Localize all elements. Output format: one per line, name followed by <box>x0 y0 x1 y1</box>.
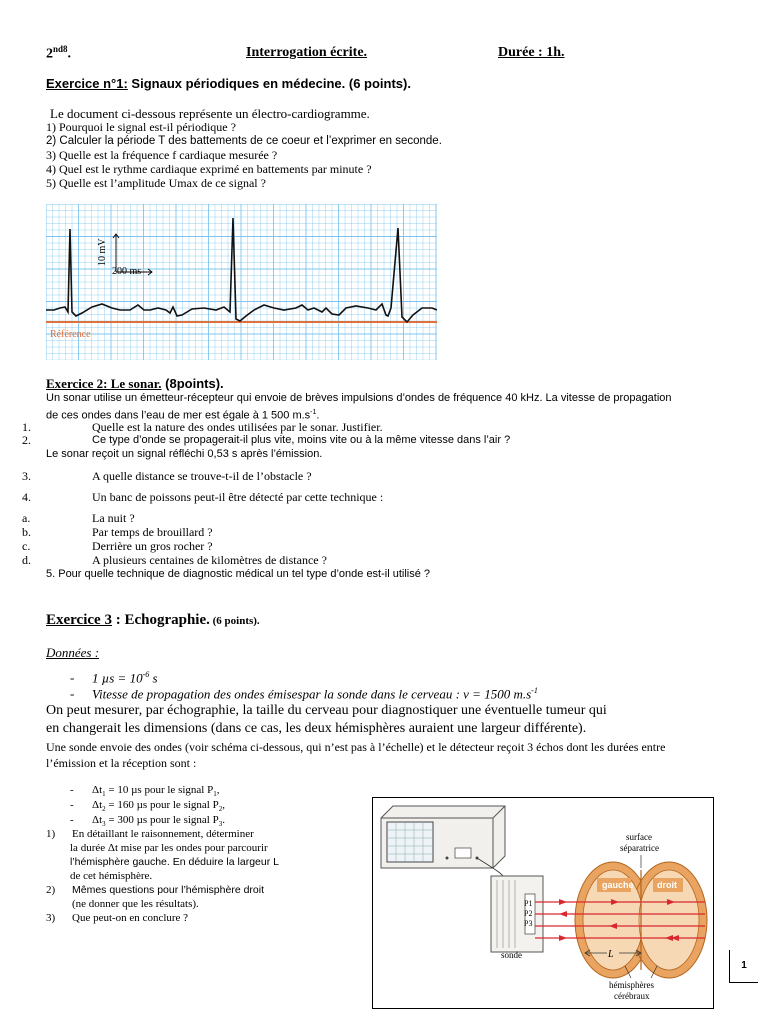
ex3-q3: Que peut-on en conclure ? <box>72 912 189 924</box>
ex1-q3: 3) Quelle est la fréquence f cardiaque mesurée ? <box>46 148 278 162</box>
ex3-time-2-text: = 160 µs pour le signal P <box>105 799 219 811</box>
ex3-q1-line-4: de cet hémisphère. <box>70 870 153 882</box>
ex1-q2: 2) Calculer la période T des battements de ce coeur et l’exprimer en seconde. <box>46 135 442 147</box>
ex3-q3-number: 3) <box>46 912 56 924</box>
ex3-time-1-text: = 10 µs pour le signal P <box>105 784 214 796</box>
ex3-q1-line-1: En détaillant le raisonnement, déterminer <box>72 828 254 840</box>
surface-label-2: séparatrice <box>620 843 659 853</box>
ex3-q2-number: 2) <box>46 884 56 896</box>
ex3-data-2-text: Vitesse de propagation des ondes émisespar la sonde dans le cerveau : v = 1500 m.s <box>92 686 532 702</box>
right-hemisphere-label: droit <box>657 880 677 890</box>
class-label <box>46 44 71 63</box>
duration: Durée : 1h. <box>498 45 565 60</box>
ex3-donnees: Données : <box>46 645 100 660</box>
ex2-q3-number: 3. <box>22 469 31 483</box>
ex1-intro: Le document ci-dessous représente un électro-cardiogramme. <box>50 106 370 121</box>
ecg-figure <box>46 204 437 360</box>
surface-label-1: surface <box>626 832 652 842</box>
ex3-q1-line-2: la durée Δt mise par les ondes pour parcourir <box>70 842 268 854</box>
ex3-heading-points: (6 points). <box>209 615 260 627</box>
ex3-time-3-p: 3 <box>218 820 223 829</box>
p1-label: P1 <box>524 899 533 908</box>
ex2-heading <box>46 376 224 392</box>
class-dot: . <box>67 46 72 62</box>
ex2-heading-title: Exercice 2: Le sonar. <box>46 376 162 391</box>
ex3-paragraph-2: en changerait les dimensions (dans ce cas, les deux hémisphères auraient une largeur différente). <box>46 721 587 736</box>
oscilloscope-screen <box>387 822 433 862</box>
ex3-time-2-sub: 2 <box>102 805 106 814</box>
ex2-q2-number: 2. <box>22 433 31 447</box>
ex2-d-number: d. <box>22 553 31 567</box>
ex2-q1-number: 1. <box>22 420 31 434</box>
ex3-time-1-end: , <box>216 784 220 796</box>
ex3-paragraph-1: On peut mesurer, par échographie, la taille du cerveau pour diagnostiquer une éventuelle tumeur qui <box>46 703 607 718</box>
ex3-data-1-dash: - <box>70 670 75 685</box>
width-label: L <box>608 949 614 960</box>
hemispheres-label-2: cérébraux <box>614 991 650 1001</box>
ex3-time-3-end: . <box>222 814 225 826</box>
ex2-heading-points: (8points). <box>161 376 224 391</box>
ex3-time-3-text: = 300 µs pour le signal P <box>105 814 219 826</box>
ex3-data-1 <box>92 670 158 686</box>
ex3-paragraph-3: Une sonde envoie des ondes (voir schéma ci-dessous, qui n’est pas à l’échelle) et le détecteur reçoit 3 échos dont les durées entre <box>46 740 666 754</box>
ex3-data-1-end: s <box>149 670 158 686</box>
p2-label: P2 <box>524 909 533 918</box>
ex3-q1-line-3: l’hémisphère gauche. En déduire la largeur L <box>70 856 279 868</box>
ex3-data-2-sup: -1 <box>531 686 538 695</box>
echography-figure <box>372 797 714 1009</box>
ex3-time-2-end: , <box>222 799 225 811</box>
ex3-q2-line-1: Mêmes questions pour l’hémisphère droit <box>72 884 265 896</box>
ex2-intro-2-sup: -1 <box>310 409 317 416</box>
ex3-time-3-delta: Δt <box>92 814 103 826</box>
ex1-q4: 4) Quel est le rythme cardiaque exprimé en battements par minute ? <box>46 162 372 176</box>
ex3-data-2 <box>92 686 538 702</box>
ex3-time-3-sub: 3 <box>102 820 106 829</box>
ex2-q1: Quelle est la nature des ondes utilisées par le sonar. Justifier. <box>92 420 383 434</box>
ex2-q2: Ce type d’onde se propagerait-il plus vite, moins vite ou à la même vitesse dans l’air ? <box>92 434 511 446</box>
ex3-time-1-p: 1 <box>213 790 217 799</box>
ex2-intro-2-end: . <box>316 409 320 422</box>
sonde-label: sonde <box>501 950 522 960</box>
ex2-d: A plusieurs centaines de kilomètres de distance ? <box>92 553 327 567</box>
ex3-time-2-p: 2 <box>218 805 223 814</box>
left-hemisphere-label: gauche <box>602 880 634 890</box>
ex2-a: La nuit ? <box>92 511 135 525</box>
ex2-c: Derrière un gros rocher ? <box>92 539 213 553</box>
ex3-time-1: - $\Delta t_1 = 10$ µs pour le signal $P_1$, <box>70 784 220 799</box>
ex2-intro-2-text: de ces ondes dans l’eau de mer est égale à 1 500 m.s <box>46 409 311 422</box>
ex2-intro-1: Un sonar utilise un émetteur-récepteur qui envoie de brèves impulsions d’ondes de fréquence 40 kHz. La vitesse de propagation <box>46 392 672 404</box>
ex3-data-2-dash: - <box>70 686 75 701</box>
ex3-time-2-delta: Δt <box>92 799 103 811</box>
ex1-heading-number: Exercice n°1: <box>46 76 128 91</box>
ex2-q4-number: 4. <box>22 490 31 504</box>
ex3-q1-number: 1) <box>46 828 56 840</box>
ex3-time-2: - $\Delta t_2 = 160$ µs pour le signal $P_2$, <box>70 799 225 814</box>
ex2-b-number: b. <box>22 525 31 539</box>
ex3-heading-title: : Echographie. <box>111 612 210 628</box>
ex2-a-number: a. <box>22 511 31 525</box>
ex2-echo: Le sonar reçoit un signal réfléchi 0,53 s après l’émission. <box>46 448 323 460</box>
ex3-paragraph-4: l’émission et la réception sont : <box>46 756 197 770</box>
echography-diagram <box>373 798 713 1008</box>
ex3-data-1-sup: -6 <box>142 670 150 679</box>
ex3-data-1-text: 1 µs = 10 <box>92 670 143 686</box>
ex2-q5: 5. Pour quelle technique de diagnostic médical un tel type d’onde est-il utilisé ? <box>46 568 431 580</box>
page-number: 1 <box>729 950 758 983</box>
ex3-heading-number: Exercice 3 <box>46 612 112 628</box>
ex1-q5: 5) Quelle est l’amplitude Umax de ce signal ? <box>46 176 266 190</box>
ex2-q3: A quelle distance se trouve-t-il de l’obstacle ? <box>92 469 312 483</box>
hemispheres-label-1: hémisphères <box>609 980 654 990</box>
ex3-time-1-delta: Δt <box>92 784 103 796</box>
p3-label: P3 <box>524 919 533 928</box>
ex1-heading-title: Signaux périodiques en médecine. (6 points). <box>127 76 411 91</box>
page-title: Interrogation écrite. <box>246 45 368 60</box>
ecg-reference-label: Référence <box>50 329 91 340</box>
ex2-b: Par temps de brouillard ? <box>92 525 213 539</box>
class-superscript: nd8 <box>53 44 68 54</box>
ecg-scale-v-label: 10 mV <box>97 238 108 266</box>
ex3-time-1-sub: 1 <box>102 790 106 799</box>
ex3-q2-line-2: (ne donner que les résultats). <box>72 898 199 910</box>
ex3-time-3: - $\Delta t_3 = 300$ µs pour le signal $P_3$. <box>70 814 225 829</box>
ex1-heading <box>46 76 411 91</box>
ecg-scale-t-label: 200 ms <box>112 266 142 277</box>
ecg-grid <box>46 204 437 360</box>
ex3-heading <box>46 612 260 629</box>
ex2-c-number: c. <box>22 539 31 553</box>
ex1-q1: 1) Pourquoi le signal est-il périodique ? <box>46 120 236 134</box>
ecg-graph <box>46 204 437 360</box>
ex2-q4: Un banc de poissons peut-il être détecté par cette technique : <box>92 490 384 504</box>
class-number: 2 <box>46 46 53 62</box>
